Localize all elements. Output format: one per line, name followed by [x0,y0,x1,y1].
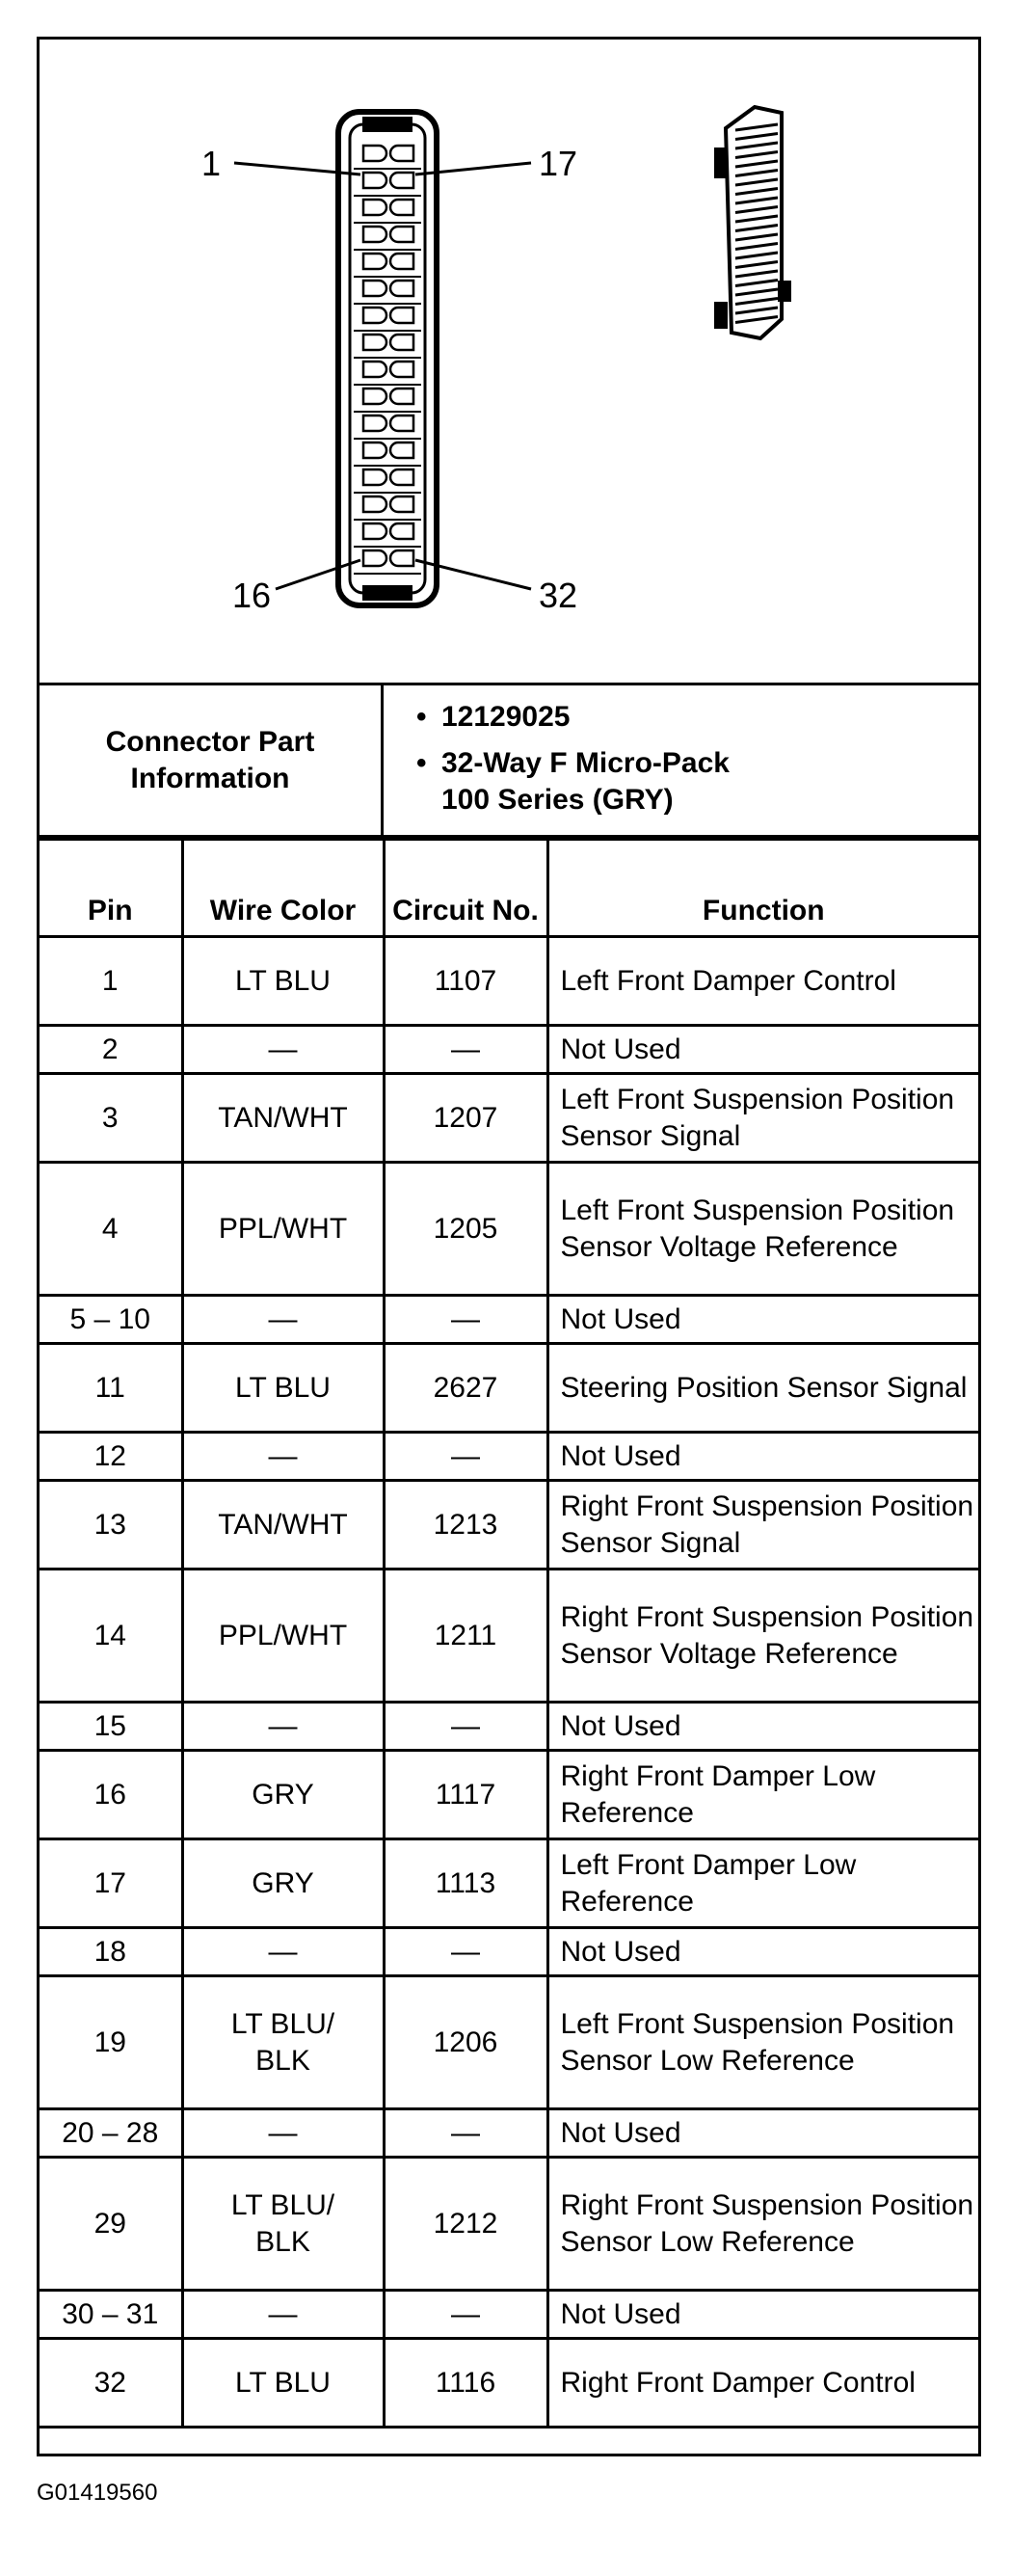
circuit-cell: 1212 [384,2158,547,2291]
wire-color-cell: GRY [182,1839,384,1928]
pin-cell: 18 [40,1928,182,1976]
function-cell: Left Front Damper Low Reference [547,1839,978,1928]
pin-label-32: 32 [539,576,578,615]
table-row [40,1976,978,2109]
circuit-cell: — [384,1928,547,1976]
pin-cell: 3 [40,1074,182,1163]
wire-color-cell: — [182,1703,384,1751]
table-row [40,2291,978,2339]
connector-sheet [37,37,981,2456]
pin-cell: 5 – 10 [40,1296,182,1344]
function-cell: Left Front Damper Control [547,937,978,1026]
table-row [40,1839,978,1928]
function-cell: Not Used [547,1928,978,1976]
pin-label-17: 17 [539,144,578,183]
pin-cell: 11 [40,1344,182,1433]
function-cell: Left Front Suspension Position Sensor Signal [547,1074,978,1163]
circuit-cell: 1113 [384,1839,547,1928]
circuit-cell: 1205 [384,1163,547,1296]
header-circuit-no: Circuit No. [384,840,547,937]
pin-cell: 17 [40,1839,182,1928]
wire-color-cell: TAN/WHT [182,1481,384,1570]
circuit-cell: 1213 [384,1481,547,1570]
header-wire-color: Wire Color [182,840,384,937]
table-row [40,2158,978,2291]
pin-cell: 20 – 28 [40,2109,182,2158]
wire-color-cell: — [182,1928,384,1976]
header-pin: Pin [40,840,182,937]
connector-part-information [40,685,978,838]
circuit-cell: 1107 [384,937,547,1026]
part-number: • 12129025 [416,701,571,733]
function-cell: Not Used [547,1433,978,1481]
connector-type: • 32-Way F Micro-Pack [416,747,730,779]
connector-figure [40,40,978,685]
function-cell: Right Front Damper Low Reference [547,1751,978,1839]
header-function: Function [547,840,978,937]
wire-color-cell: LT BLU [182,1344,384,1433]
figure-code: G01419560 [37,2480,158,2506]
function-cell: Not Used [547,2109,978,2158]
pin-label-16: 16 [232,576,272,615]
circuit-cell: 1117 [384,1751,547,1839]
connector-info-values [384,685,978,835]
wire-color-cell: LT BLU [182,2339,384,2428]
pin-cell: 4 [40,1163,182,1296]
table-header-row [40,840,978,937]
wire-color-cell: LT BLU/ BLK [182,1976,384,2109]
function-cell: Steering Position Sensor Signal [547,1344,978,1433]
pin-cell: 32 [40,2339,182,2428]
wire-color-cell: PPL/WHT [182,1570,384,1703]
pin-cell: 15 [40,1703,182,1751]
connector-info-label: Connector Part Information [40,685,384,835]
connector-face [234,112,531,605]
pin-cell: 19 [40,1976,182,2109]
function-cell: Not Used [547,1703,978,1751]
table-row [40,1026,978,1074]
pin-cell: 2 [40,1026,182,1074]
connector-series: 100 Series (GRY) [441,784,674,816]
table-row [40,2339,978,2428]
circuit-cell: 1116 [384,2339,547,2428]
circuit-cell: — [384,1296,547,1344]
wire-color-cell: LT BLU/ BLK [182,2158,384,2291]
circuit-cell: 1206 [384,1976,547,2109]
table-row [40,937,978,1026]
pin-cell: 30 – 31 [40,2291,182,2339]
table-row [40,1344,978,1433]
pinout-rows [40,937,978,2428]
circuit-cell: 1211 [384,1570,547,1703]
table-row [40,1481,978,1570]
table-row [40,1570,978,1703]
function-cell: Right Front Suspension Position Sensor Low Reference [547,2158,978,2291]
connector-side-view [714,107,791,338]
table-row [40,1928,978,1976]
function-cell: Not Used [547,1026,978,1074]
table-row [40,1703,978,1751]
pin-cell: 16 [40,1751,182,1839]
pin-cell: 12 [40,1433,182,1481]
circuit-cell: — [384,2109,547,2158]
wire-color-cell: — [182,2109,384,2158]
table-row [40,1433,978,1481]
function-cell: Right Front Suspension Position Sensor Voltage Reference [547,1570,978,1703]
function-cell: Right Front Suspension Position Sensor Signal [547,1481,978,1570]
pin-cell: 1 [40,937,182,1026]
function-cell: Not Used [547,1296,978,1344]
pin-cell: 13 [40,1481,182,1570]
pin-cell: 14 [40,1570,182,1703]
circuit-cell: — [384,1433,547,1481]
function-cell: Left Front Suspension Position Sensor Voltage Reference [547,1163,978,1296]
wire-color-cell: TAN/WHT [182,1074,384,1163]
wire-color-cell: — [182,1433,384,1481]
table-row [40,1296,978,1344]
pinout-table [40,838,978,2428]
circuit-cell: — [384,1026,547,1074]
wire-color-cell: — [182,1296,384,1344]
function-cell: Left Front Suspension Position Sensor Low Reference [547,1976,978,2109]
circuit-cell: — [384,2291,547,2339]
wire-color-cell: PPL/WHT [182,1163,384,1296]
table-row [40,1751,978,1839]
wire-color-cell: GRY [182,1751,384,1839]
pin-cell: 29 [40,2158,182,2291]
circuit-cell: — [384,1703,547,1751]
pin-label-1: 1 [201,144,222,183]
function-cell: Not Used [547,2291,978,2339]
table-row [40,2109,978,2158]
wire-color-cell: — [182,1026,384,1074]
connector-drawing [40,40,978,685]
wire-color-cell: LT BLU [182,937,384,1026]
function-cell: Right Front Damper Control [547,2339,978,2428]
circuit-cell: 2627 [384,1344,547,1433]
circuit-cell: 1207 [384,1074,547,1163]
table-row [40,1074,978,1163]
wire-color-cell: — [182,2291,384,2339]
table-row [40,1163,978,1296]
